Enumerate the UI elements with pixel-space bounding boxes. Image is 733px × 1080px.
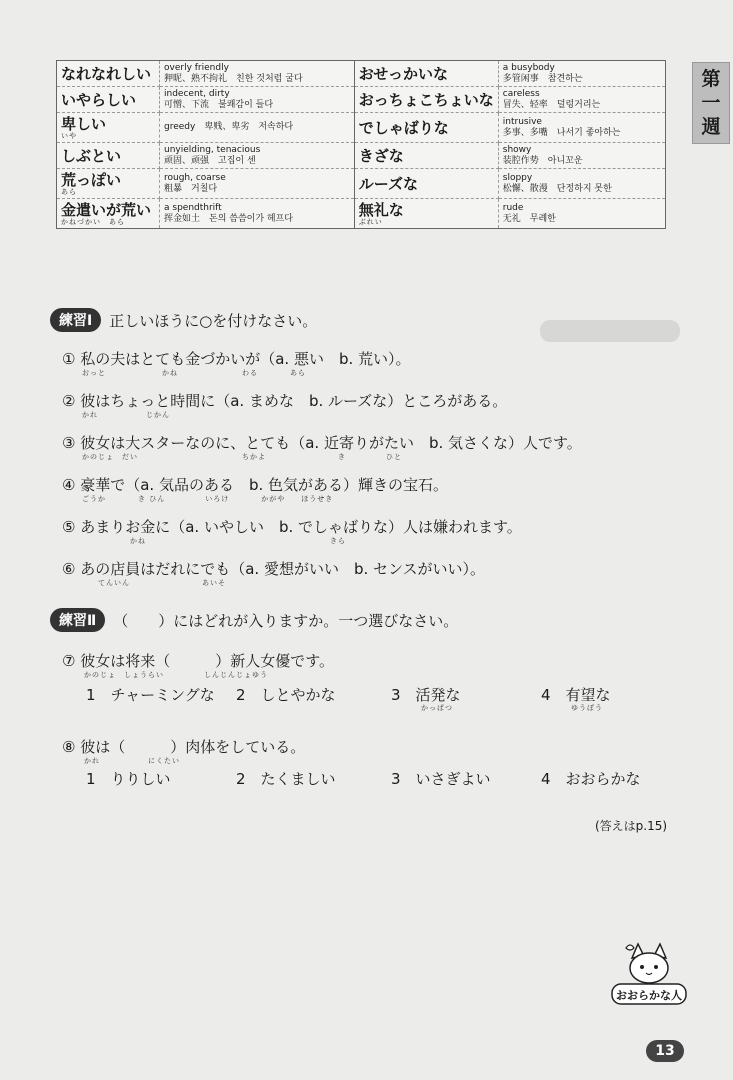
- vocab-word: [354, 87, 498, 113]
- vocab-meaning: rude 无礼 무례한: [498, 199, 665, 229]
- vocab-row: [57, 113, 666, 143]
- vocab-word-reading: かねづかい あら: [61, 218, 125, 226]
- vocab-word-text: でしゃばりな: [358, 119, 449, 137]
- vocab-word-text: 荒っぽい: [61, 171, 122, 189]
- vocab-word-reading: いや: [61, 132, 77, 140]
- exercise-1-question: ⑤ あまりお金に（a. いやしい b. でしゃばりな）人は嫌われます。: [62, 518, 522, 536]
- vocab-word: [57, 113, 160, 143]
- vocab-word-text: きざな: [358, 147, 404, 165]
- mascot-illustration: [610, 940, 688, 1008]
- vocab-word: [354, 61, 498, 87]
- answer-option[interactable]: 1 りりしい: [86, 770, 171, 788]
- vocab-word-text: しぶとい: [61, 147, 122, 165]
- answer-option[interactable]: 2 しとやかな: [236, 686, 336, 704]
- vocab-word-reading: あら: [61, 188, 77, 196]
- exercise-2-instruction: （ ）にはどれが入りますか。一つ選びなさい。: [113, 611, 459, 630]
- vocab-word: [354, 113, 498, 143]
- vocab-word: [57, 61, 160, 87]
- exercise-2-question: ⑧ 彼は（ ）肉体をしている。: [62, 738, 306, 756]
- exercise-1-question: ④ 豪華で（a. 気品のある b. 色気がある）輝きの宝石。: [62, 476, 449, 494]
- vocab-meaning: unyielding, tenacious 顽固、顽强 고집이 센: [160, 143, 355, 169]
- vocab-word-reading: ぶれい: [358, 218, 383, 226]
- page-number: 13: [646, 1040, 684, 1062]
- exercise-2-question: ⑦ 彼女は将来（ ）新人女優です。: [62, 652, 335, 670]
- answer-option[interactable]: 4 有望な: [541, 686, 611, 704]
- vocab-word-text: いやらしい: [61, 91, 137, 109]
- vocab-meaning: rough, coarse 粗暴 거칠다: [160, 169, 355, 199]
- vocabulary-table: [56, 60, 666, 229]
- exercise-1-question: ⑥ あの店員はだれにでも（a. 愛想がいい b. センスがいい）。: [62, 560, 486, 578]
- answer-option-reading: かっぱつ: [421, 704, 453, 712]
- vocab-word: [354, 199, 498, 229]
- vocab-meaning: a spendthrift 挥金如土 돈의 씀씀이가 헤프다: [160, 199, 355, 229]
- vocab-meaning: showy 装腔作势 아니꼬운: [498, 143, 665, 169]
- vocab-meaning: a busybody 多管闲事 참견하는: [498, 61, 665, 87]
- exercise-1-reading: かね きら: [82, 537, 346, 545]
- chapter-tab: [692, 62, 730, 144]
- exercise-1-badge: 練習Ⅰ: [50, 308, 101, 332]
- vocab-word: [57, 87, 160, 113]
- vocab-word-text: 卑しい: [61, 115, 107, 133]
- exercise-1-instruction: 正しいほうに○を付けなさい。: [109, 311, 318, 330]
- answer-option[interactable]: 4 おおらかな: [541, 770, 641, 788]
- answer-option[interactable]: 1 チャーミングな: [86, 686, 215, 704]
- exercise-1-reading: かのじょ だい ちかよ き ひと: [82, 453, 402, 461]
- exercise-1-heading: [50, 308, 317, 332]
- exercise-2-heading: [50, 608, 458, 632]
- vocab-meaning: indecent, dirty 可憎、下流 불쾌감이 들다: [160, 87, 355, 113]
- answer-option[interactable]: 2 たくましい: [236, 770, 336, 788]
- exercise-2-reading: かれ にくたい: [84, 757, 180, 765]
- vocab-word-text: おせっかいな: [358, 65, 449, 83]
- vocab-meaning: careless 冒失、轻率 덜렁거리는: [498, 87, 665, 113]
- vocab-meaning: sloppy 松懈、散漫 단정하지 못한: [498, 169, 665, 199]
- tab-char-1: 第: [701, 68, 721, 90]
- vocab-word-text: 金遣いが荒い: [61, 201, 152, 219]
- answer-option[interactable]: 3 活発な: [391, 686, 461, 704]
- vocab-row: [57, 143, 666, 169]
- tab-char-2: 一: [701, 92, 721, 114]
- vocab-word: [354, 143, 498, 169]
- vocab-word-text: ルーズな: [358, 175, 419, 193]
- vocab-word: [57, 169, 160, 199]
- vocab-word-text: 無礼な: [358, 201, 404, 219]
- vocab-word: [57, 199, 160, 229]
- vocab-row: [57, 61, 666, 87]
- answer-reference: (答えはp.15): [595, 819, 668, 833]
- mascot-label: おおらかな人: [616, 989, 682, 1002]
- answer-option[interactable]: 3 いさぎよい: [391, 770, 491, 788]
- vocab-meaning: greedy 卑贱、卑劣 저속하다: [160, 113, 355, 143]
- exercise-1-question: ② 彼はちょっと時間に（a. まめな b. ルーズな）ところがある。: [62, 392, 508, 410]
- answer-option-reading: ゆうぼう: [571, 704, 603, 712]
- show-through-shadow: [540, 320, 680, 342]
- vocab-meaning: intrusive 多事、多嘴 나서기 좋아하는: [498, 113, 665, 143]
- vocab-word-text: おっちょこちょいな: [358, 91, 494, 109]
- exercise-1-question: ③ 彼女は大スターなのに、とても（a. 近寄りがたい b. 気さくな）人です。: [62, 434, 582, 452]
- exercise-1-reading: かれ じかん: [82, 411, 170, 419]
- exercise-2-reading: かのじょ しょうらい しんじんじょゆう: [84, 671, 268, 679]
- vocab-row: [57, 169, 666, 199]
- exercise-1-reading: おっと かね わる あら: [82, 369, 306, 377]
- exercise-1-reading: ごうか き ひん いろけ かがや ほうせき: [82, 495, 334, 503]
- exercise-1-reading: てんいん あいそ: [82, 579, 226, 587]
- vocab-word-text: なれなれしい: [61, 65, 152, 83]
- exercise-1-question: ① 私の夫はとても金づかいが（a. 悪い b. 荒い）。: [62, 350, 411, 368]
- vocab-row: [57, 87, 666, 113]
- tab-char-3: 週: [701, 116, 721, 138]
- exercise-2-badge: 練習Ⅱ: [50, 608, 105, 632]
- vocab-meaning: overly friendly 狎昵、熟不拘礼 친한 것처럼 굴다: [160, 61, 355, 87]
- vocab-word: [57, 143, 160, 169]
- vocab-row: [57, 199, 666, 229]
- vocab-word: [354, 169, 498, 199]
